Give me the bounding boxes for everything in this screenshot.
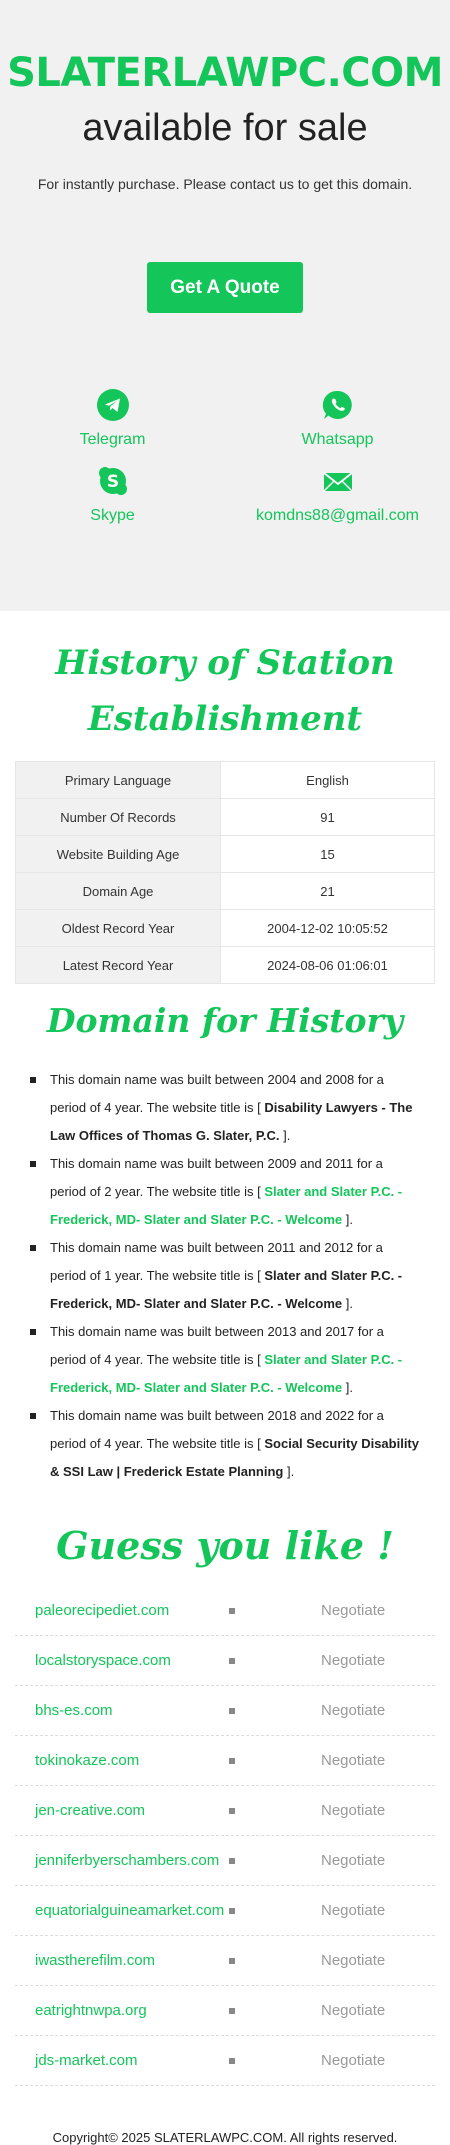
history-title: Slater and Slater P.C. - Frederick, MD- Slater and Slater P.C. - Welcome [50, 1184, 403, 1227]
table-value: 15 [221, 836, 435, 873]
table-key: Number Of Records [16, 799, 221, 836]
history-text: This domain name was built between 2013 and 2017 for a period of 4 year. The website title is [ [50, 1324, 384, 1367]
list-item [15, 1586, 435, 1636]
table-row [16, 873, 435, 910]
contact-label: Skype [90, 507, 135, 524]
history-text-end: ]. [342, 1212, 353, 1227]
price-label: Negotiate [321, 1652, 386, 1669]
separator-icon [229, 1608, 235, 1614]
bullet-icon [30, 1329, 36, 1335]
guess-heading: Guess you like ! [56, 1523, 394, 1568]
svg-text:S: S [106, 472, 119, 492]
history-text: This domain name was built between 2018 and 2022 for a period of 4 year. The website title is [ [50, 1408, 384, 1451]
table-row [16, 947, 435, 984]
contact-whatsapp[interactable] [225, 389, 450, 465]
skype-icon [97, 465, 129, 497]
sale-tagline: available for sale [82, 107, 368, 149]
list-item [50, 1318, 420, 1402]
list-item [50, 1066, 420, 1150]
domain-link[interactable]: jen-creative.com [35, 1802, 146, 1819]
list-item [15, 1936, 435, 1986]
bullet-icon [30, 1077, 36, 1083]
table-row [16, 910, 435, 947]
history-title: Slater and Slater P.C. - Frederick, MD- Slater and Slater P.C. - Welcome [50, 1268, 403, 1311]
domain-link[interactable]: jds-market.com [35, 2052, 138, 2069]
separator-icon [229, 1658, 235, 1664]
list-item [15, 1836, 435, 1886]
separator-icon [229, 2058, 235, 2064]
price-label: Negotiate [321, 1952, 386, 1969]
table-row [16, 762, 435, 799]
history-text-end: ]. [342, 1296, 353, 1311]
contact-list [0, 389, 450, 541]
history-title: Social Security Disability & SSI Law | Frederick Estate Planning [50, 1436, 419, 1479]
domain-link[interactable]: jenniferbyerschambers.com [35, 1852, 220, 1869]
separator-icon [229, 1858, 235, 1864]
list-item [15, 1636, 435, 1686]
price-label: Negotiate [321, 1702, 386, 1719]
history-text: This domain name was built between 2009 and 2011 for a period of 2 year. The website title is [ [50, 1156, 383, 1199]
footer-copyright: Copyright© 2025 SLATERLAWPC.COM. All rights reserved. [52, 2130, 398, 2145]
separator-icon [229, 1958, 235, 1964]
history-heading: History of Station Establishment [55, 643, 395, 739]
history-text-end: ]. [342, 1380, 353, 1395]
list-item [50, 1402, 420, 1486]
bullet-icon [30, 1161, 36, 1167]
domain-title: SLATERLAWPC.COM [7, 50, 443, 96]
list-item [15, 1686, 435, 1736]
domain-link[interactable]: iwastherefilm.com [35, 1952, 156, 1969]
domain-link[interactable]: equatorialguineamarket.com [35, 1902, 225, 1919]
history-text-end: ]. [279, 1128, 291, 1143]
price-label: Negotiate [321, 1602, 386, 1619]
list-item [50, 1234, 420, 1318]
domain-link[interactable]: tokinokaze.com [35, 1752, 140, 1769]
table-row [16, 836, 435, 873]
list-item [15, 1986, 435, 2036]
price-label: Negotiate [321, 2052, 386, 2069]
separator-icon [229, 1808, 235, 1814]
domain-history-list [50, 1066, 420, 1486]
table-key: Latest Record Year [16, 947, 221, 984]
contact-email[interactable] [225, 465, 450, 541]
separator-icon [229, 1758, 235, 1764]
whatsapp-icon [322, 389, 354, 421]
bullet-icon [30, 1245, 36, 1251]
history-text-end: ]. [283, 1464, 295, 1479]
history-text: This domain name was built between 2004 and 2008 for a period of 4 year. The website title is [ [50, 1072, 384, 1115]
domain-link[interactable]: bhs-es.com [35, 1702, 113, 1719]
table-key: Website Building Age [16, 836, 221, 873]
table-key: Primary Language [16, 762, 221, 799]
table-value: 2024-08-06 01:06:01 [221, 947, 435, 984]
history-title: Slater and Slater P.C. - Frederick, MD- Slater and Slater P.C. - Welcome [50, 1352, 403, 1395]
list-item [15, 1886, 435, 1936]
contact-label: Whatsapp [301, 431, 374, 448]
history-text: This domain name was built between 2011 and 2012 for a period of 1 year. The website title is [ [50, 1240, 383, 1283]
price-label: Negotiate [321, 2002, 386, 2019]
list-item [50, 1150, 420, 1234]
guess-list [15, 1586, 435, 2086]
table-value: 2004-12-02 10:05:52 [221, 910, 435, 947]
domain-link[interactable]: localstoryspace.com [35, 1652, 171, 1669]
separator-icon [229, 2008, 235, 2014]
domain-link[interactable]: eatrightnwpa.org [35, 2002, 147, 2019]
history-title: Disability Lawyers - The Law Offices of Thomas G. Slater, P.C. [50, 1100, 413, 1143]
separator-icon [229, 1708, 235, 1714]
list-item [15, 1786, 435, 1836]
list-item [15, 2036, 435, 2086]
history-table [15, 761, 435, 984]
domain-link[interactable]: paleorecipediet.com [35, 1602, 170, 1619]
separator-icon [229, 1908, 235, 1914]
table-key: Domain Age [16, 873, 221, 910]
lead-text: For instantly purchase. Please contact us to get this domain. [37, 176, 413, 192]
domain-history-heading: Domain for History [46, 1001, 404, 1040]
table-value: 21 [221, 873, 435, 910]
bullet-icon [30, 1413, 36, 1419]
price-label: Negotiate [321, 1802, 386, 1819]
price-label: Negotiate [321, 1902, 386, 1919]
contact-skype[interactable] [0, 465, 225, 541]
get-quote-button[interactable]: Get A Quote [147, 262, 303, 313]
contact-label: komdns88@gmail.com [256, 507, 419, 524]
hero-section [0, 0, 450, 611]
contact-label: Telegram [79, 431, 146, 448]
contact-telegram[interactable] [0, 389, 225, 465]
table-row [16, 799, 435, 836]
price-label: Negotiate [321, 1852, 386, 1869]
price-label: Negotiate [321, 1752, 386, 1769]
email-icon [322, 465, 354, 497]
table-key: Oldest Record Year [16, 910, 221, 947]
table-value: English [221, 762, 435, 799]
list-item [15, 1736, 435, 1786]
telegram-icon [97, 389, 129, 421]
table-value: 91 [221, 799, 435, 836]
